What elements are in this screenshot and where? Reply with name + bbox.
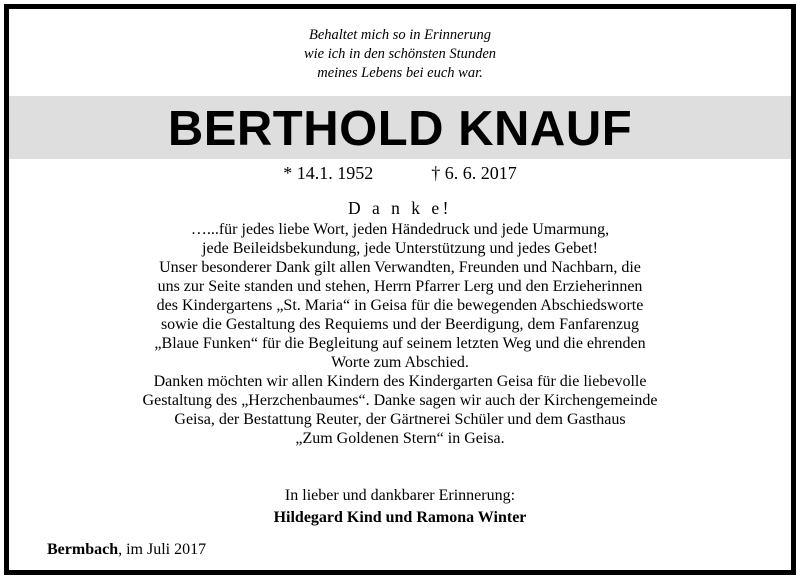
closing-line: In lieber und dankbarer Erinnerung: bbox=[284, 487, 516, 504]
deceased-name: BERTHOLD KNAUF bbox=[167, 102, 633, 156]
signers: Hildegard Kind und Ramona Winter bbox=[273, 509, 527, 526]
memorial-verse bbox=[9, 26, 791, 83]
death-date: † 6. 6. 2017 bbox=[431, 163, 517, 183]
text-line: Geisa, der Bestattung Reuter, der Gärtnerei Schüler und dem Gasthaus bbox=[174, 411, 626, 428]
thanks-text bbox=[9, 220, 791, 448]
date: , im Juli 2017 bbox=[118, 541, 207, 558]
place-and-date bbox=[47, 540, 206, 560]
text-line: „Blaue Funken“ für die Begleitung auf seinem letzten Weg und die ehrenden bbox=[154, 335, 646, 352]
birth-date: * 14.1. 1952 bbox=[283, 163, 374, 183]
life-dates bbox=[9, 162, 791, 184]
text-line: Gestaltung des „Herzchenbaumes“. Danke sagen wir auch der Kirchengemeinde bbox=[142, 392, 658, 409]
place: Bermbach bbox=[47, 541, 119, 558]
text-line: Unser besonderer Dank gilt allen Verwandten, Freunden und Nachbarn, die bbox=[159, 259, 641, 276]
text-line: des Kindergartens „St. Maria“ in Geisa für die bewegenden Abschiedsworte bbox=[156, 297, 644, 314]
closing-block bbox=[9, 485, 791, 529]
text-line: jede Beileidsbekundung, jede Unterstützung und jedes Gebet! bbox=[202, 240, 598, 257]
verse-line: meines Lebens bei euch war. bbox=[317, 65, 483, 81]
text-line: „Zum Goldenen Stern“ in Geisa. bbox=[295, 430, 505, 447]
verse-line: wie ich in den schönsten Stunden bbox=[303, 46, 497, 62]
text-line: Worte zum Abschied. bbox=[331, 354, 469, 371]
obituary-notice bbox=[4, 4, 796, 575]
thanks-heading: D a n k e! bbox=[347, 198, 452, 218]
text-line: …...für jedes liebe Wort, jeden Händedruck und jede Umarmung, bbox=[190, 221, 610, 238]
text-line: uns zur Seite standen und stehen, Herrn Pfarrer Lerg und den Erzieherinnen bbox=[157, 278, 643, 295]
text-line: Danken möchten wir allen Kindern des Kindergarten Geisa für die liebevolle bbox=[153, 373, 647, 390]
text-line: sowie die Gestaltung des Requiems und der Beerdigung, dem Fanfarenzug bbox=[160, 316, 640, 333]
verse-line: Behaltet mich so in Erinnerung bbox=[308, 27, 492, 43]
